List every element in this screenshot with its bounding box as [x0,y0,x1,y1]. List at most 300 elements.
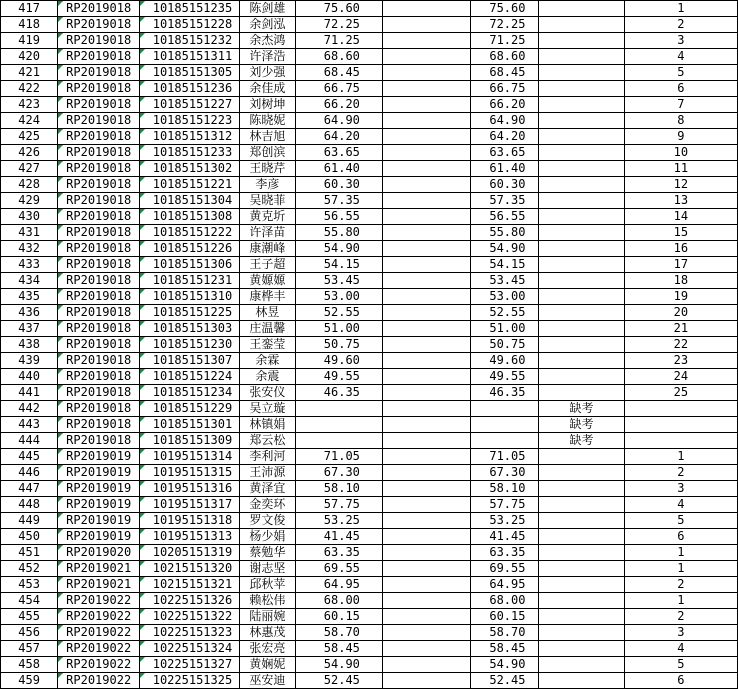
candidate-name-cell[interactable]: 蔡勉华 [239,545,295,561]
empty-cell[interactable] [382,289,470,305]
total-score-cell[interactable]: 64.20 [470,129,539,145]
empty-cell[interactable] [382,657,470,673]
exam-id-cell[interactable]: 10185151308 [140,209,240,225]
remark-cell[interactable] [539,161,625,177]
total-score-cell[interactable]: 60.15 [470,609,539,625]
exam-id-cell[interactable]: 10225151324 [140,641,240,657]
remark-cell[interactable] [539,513,625,529]
total-score-cell[interactable]: 46.35 [470,385,539,401]
position-code-cell[interactable]: RP2019018 [58,273,140,289]
remark-cell[interactable] [539,481,625,497]
remark-cell[interactable]: 缺考 [539,433,625,449]
remark-cell[interactable] [539,657,625,673]
empty-cell[interactable] [382,369,470,385]
rank-cell[interactable]: 22 [624,337,737,353]
exam-id-cell[interactable]: 10195151316 [140,481,240,497]
rank-cell[interactable]: 14 [624,209,737,225]
position-code-cell[interactable]: RP2019018 [58,33,140,49]
row-number-cell[interactable]: 444 [1,433,58,449]
total-score-cell[interactable]: 55.80 [470,225,539,241]
total-score-cell[interactable]: 57.75 [470,497,539,513]
written-score-cell[interactable]: 63.65 [295,145,382,161]
rank-cell[interactable]: 13 [624,193,737,209]
candidate-name-cell[interactable]: 陆丽婉 [239,609,295,625]
position-code-cell[interactable]: RP2019019 [58,449,140,465]
written-score-cell[interactable]: 69.55 [295,561,382,577]
written-score-cell[interactable]: 66.20 [295,97,382,113]
row-number-cell[interactable]: 442 [1,401,58,417]
written-score-cell[interactable]: 54.90 [295,657,382,673]
row-number-cell[interactable]: 429 [1,193,58,209]
exam-id-cell[interactable]: 10185151303 [140,321,240,337]
rank-cell[interactable]: 8 [624,113,737,129]
row-number-cell[interactable]: 432 [1,241,58,257]
remark-cell[interactable] [539,337,625,353]
position-code-cell[interactable]: RP2019021 [58,561,140,577]
empty-cell[interactable] [382,625,470,641]
position-code-cell[interactable]: RP2019019 [58,465,140,481]
row-number-cell[interactable]: 436 [1,305,58,321]
exam-id-cell[interactable]: 10185151301 [140,417,240,433]
empty-cell[interactable] [382,481,470,497]
position-code-cell[interactable]: RP2019018 [58,161,140,177]
rank-cell[interactable]: 2 [624,17,737,33]
candidate-name-cell[interactable]: 王子超 [239,257,295,273]
total-score-cell[interactable]: 66.20 [470,97,539,113]
rank-cell[interactable]: 25 [624,385,737,401]
candidate-name-cell[interactable]: 余杰鸿 [239,33,295,49]
remark-cell[interactable] [539,641,625,657]
total-score-cell[interactable]: 63.65 [470,145,539,161]
remark-cell[interactable]: 缺考 [539,417,625,433]
row-number-cell[interactable]: 445 [1,449,58,465]
exam-id-cell[interactable]: 10185151231 [140,273,240,289]
exam-id-cell[interactable]: 10185151226 [140,241,240,257]
rank-cell[interactable] [624,417,737,433]
exam-id-cell[interactable]: 10185151230 [140,337,240,353]
empty-cell[interactable] [382,161,470,177]
remark-cell[interactable] [539,593,625,609]
remark-cell[interactable]: 缺考 [539,401,625,417]
row-number-cell[interactable]: 450 [1,529,58,545]
total-score-cell[interactable]: 49.60 [470,353,539,369]
row-number-cell[interactable]: 433 [1,257,58,273]
row-number-cell[interactable]: 418 [1,17,58,33]
written-score-cell[interactable] [295,433,382,449]
written-score-cell[interactable]: 55.80 [295,225,382,241]
empty-cell[interactable] [382,113,470,129]
empty-cell[interactable] [382,609,470,625]
position-code-cell[interactable]: RP2019018 [58,129,140,145]
empty-cell[interactable] [382,177,470,193]
row-number-cell[interactable]: 446 [1,465,58,481]
written-score-cell[interactable]: 58.45 [295,641,382,657]
rank-cell[interactable]: 1 [624,593,737,609]
total-score-cell[interactable]: 52.55 [470,305,539,321]
remark-cell[interactable] [539,17,625,33]
row-number-cell[interactable]: 451 [1,545,58,561]
candidate-name-cell[interactable]: 庄温馨 [239,321,295,337]
total-score-cell[interactable]: 57.35 [470,193,539,209]
row-number-cell[interactable]: 441 [1,385,58,401]
total-score-cell[interactable]: 56.55 [470,209,539,225]
candidate-name-cell[interactable]: 许泽浩 [239,49,295,65]
written-score-cell[interactable]: 49.60 [295,353,382,369]
remark-cell[interactable] [539,65,625,81]
position-code-cell[interactable]: RP2019019 [58,529,140,545]
exam-id-cell[interactable]: 10225151322 [140,609,240,625]
remark-cell[interactable] [539,529,625,545]
written-score-cell[interactable]: 71.25 [295,33,382,49]
exam-id-cell[interactable]: 10225151323 [140,625,240,641]
rank-cell[interactable]: 1 [624,561,737,577]
written-score-cell[interactable]: 56.55 [295,209,382,225]
row-number-cell[interactable]: 430 [1,209,58,225]
exam-id-cell[interactable]: 10185151224 [140,369,240,385]
empty-cell[interactable] [382,305,470,321]
total-score-cell[interactable] [470,401,539,417]
empty-cell[interactable] [382,417,470,433]
empty-cell[interactable] [382,641,470,657]
exam-id-cell[interactable]: 10185151232 [140,33,240,49]
exam-id-cell[interactable]: 10225151327 [140,657,240,673]
remark-cell[interactable] [539,465,625,481]
remark-cell[interactable] [539,673,625,689]
remark-cell[interactable] [539,609,625,625]
rank-cell[interactable]: 15 [624,225,737,241]
candidate-name-cell[interactable]: 巫安迪 [239,673,295,689]
exam-id-cell[interactable]: 10185151235 [140,1,240,17]
total-score-cell[interactable]: 53.45 [470,273,539,289]
rank-cell[interactable]: 21 [624,321,737,337]
exam-id-cell[interactable]: 10185151236 [140,81,240,97]
rank-cell[interactable]: 5 [624,513,737,529]
written-score-cell[interactable]: 68.45 [295,65,382,81]
written-score-cell[interactable]: 66.75 [295,81,382,97]
remark-cell[interactable] [539,545,625,561]
written-score-cell[interactable]: 72.25 [295,17,382,33]
row-number-cell[interactable]: 455 [1,609,58,625]
written-score-cell[interactable]: 60.30 [295,177,382,193]
row-number-cell[interactable]: 438 [1,337,58,353]
remark-cell[interactable] [539,241,625,257]
empty-cell[interactable] [382,353,470,369]
remark-cell[interactable] [539,193,625,209]
empty-cell[interactable] [382,561,470,577]
empty-cell[interactable] [382,193,470,209]
exam-id-cell[interactable]: 10185151309 [140,433,240,449]
row-number-cell[interactable]: 454 [1,593,58,609]
rank-cell[interactable]: 2 [624,465,737,481]
position-code-cell[interactable]: RP2019018 [58,49,140,65]
position-code-cell[interactable]: RP2019022 [58,625,140,641]
position-code-cell[interactable]: RP2019019 [58,481,140,497]
written-score-cell[interactable]: 53.45 [295,273,382,289]
empty-cell[interactable] [382,209,470,225]
written-score-cell[interactable]: 57.35 [295,193,382,209]
total-score-cell[interactable]: 72.25 [470,17,539,33]
exam-id-cell[interactable]: 10205151319 [140,545,240,561]
exam-id-cell[interactable]: 10215151321 [140,577,240,593]
total-score-cell[interactable]: 50.75 [470,337,539,353]
empty-cell[interactable] [382,273,470,289]
rank-cell[interactable]: 17 [624,257,737,273]
remark-cell[interactable] [539,81,625,97]
candidate-name-cell[interactable]: 陈晓妮 [239,113,295,129]
position-code-cell[interactable]: RP2019019 [58,497,140,513]
exam-id-cell[interactable]: 10195151314 [140,449,240,465]
exam-id-cell[interactable]: 10185151227 [140,97,240,113]
row-number-cell[interactable]: 439 [1,353,58,369]
position-code-cell[interactable]: RP2019022 [58,673,140,689]
candidate-name-cell[interactable]: 郑云松 [239,433,295,449]
position-code-cell[interactable]: RP2019018 [58,417,140,433]
candidate-name-cell[interactable]: 林昱 [239,305,295,321]
candidate-name-cell[interactable]: 余震 [239,369,295,385]
remark-cell[interactable] [539,113,625,129]
written-score-cell[interactable]: 67.30 [295,465,382,481]
rank-cell[interactable]: 1 [624,449,737,465]
written-score-cell[interactable]: 54.90 [295,241,382,257]
written-score-cell[interactable]: 46.35 [295,385,382,401]
position-code-cell[interactable]: RP2019018 [58,17,140,33]
empty-cell[interactable] [382,241,470,257]
rank-cell[interactable]: 3 [624,481,737,497]
exam-id-cell[interactable]: 10185151306 [140,257,240,273]
row-number-cell[interactable]: 440 [1,369,58,385]
rank-cell[interactable]: 1 [624,1,737,17]
total-score-cell[interactable]: 52.45 [470,673,539,689]
row-number-cell[interactable]: 443 [1,417,58,433]
written-score-cell[interactable]: 64.90 [295,113,382,129]
candidate-name-cell[interactable]: 陈剑雄 [239,1,295,17]
written-score-cell[interactable]: 63.35 [295,545,382,561]
empty-cell[interactable] [382,529,470,545]
remark-cell[interactable] [539,225,625,241]
written-score-cell[interactable] [295,417,382,433]
exam-id-cell[interactable]: 10185151221 [140,177,240,193]
written-score-cell[interactable]: 52.45 [295,673,382,689]
candidate-name-cell[interactable]: 黄嫄嫄 [239,273,295,289]
rank-cell[interactable]: 5 [624,657,737,673]
row-number-cell[interactable]: 426 [1,145,58,161]
exam-id-cell[interactable]: 10225151326 [140,593,240,609]
candidate-name-cell[interactable]: 刘树坤 [239,97,295,113]
rank-cell[interactable] [624,433,737,449]
total-score-cell[interactable]: 75.60 [470,1,539,17]
candidate-name-cell[interactable]: 李彦 [239,177,295,193]
remark-cell[interactable] [539,625,625,641]
total-score-cell[interactable]: 68.00 [470,593,539,609]
remark-cell[interactable] [539,577,625,593]
position-code-cell[interactable]: RP2019018 [58,97,140,113]
rank-cell[interactable]: 23 [624,353,737,369]
exam-id-cell[interactable]: 10225151325 [140,673,240,689]
exam-id-cell[interactable]: 10195151317 [140,497,240,513]
row-number-cell[interactable]: 428 [1,177,58,193]
row-number-cell[interactable]: 449 [1,513,58,529]
position-code-cell[interactable]: RP2019018 [58,433,140,449]
position-code-cell[interactable]: RP2019022 [58,641,140,657]
exam-id-cell[interactable]: 10185151229 [140,401,240,417]
empty-cell[interactable] [382,49,470,65]
written-score-cell[interactable]: 51.00 [295,321,382,337]
row-number-cell[interactable]: 422 [1,81,58,97]
candidate-name-cell[interactable]: 黄娴妮 [239,657,295,673]
rank-cell[interactable]: 6 [624,529,737,545]
empty-cell[interactable] [382,465,470,481]
row-number-cell[interactable]: 427 [1,161,58,177]
written-score-cell[interactable]: 68.60 [295,49,382,65]
exam-id-cell[interactable]: 10185151234 [140,385,240,401]
row-number-cell[interactable]: 421 [1,65,58,81]
remark-cell[interactable] [539,129,625,145]
total-score-cell[interactable] [470,417,539,433]
exam-id-cell[interactable]: 10185151228 [140,17,240,33]
written-score-cell[interactable]: 64.20 [295,129,382,145]
candidate-name-cell[interactable]: 康潮峰 [239,241,295,257]
row-number-cell[interactable]: 457 [1,641,58,657]
total-score-cell[interactable]: 69.55 [470,561,539,577]
total-score-cell[interactable]: 54.15 [470,257,539,273]
position-code-cell[interactable]: RP2019022 [58,593,140,609]
written-score-cell[interactable]: 61.40 [295,161,382,177]
exam-id-cell[interactable]: 10185151307 [140,353,240,369]
remark-cell[interactable] [539,1,625,17]
candidate-name-cell[interactable]: 康桦丰 [239,289,295,305]
position-code-cell[interactable]: RP2019018 [58,257,140,273]
rank-cell[interactable]: 24 [624,369,737,385]
total-score-cell[interactable]: 64.95 [470,577,539,593]
empty-cell[interactable] [382,385,470,401]
empty-cell[interactable] [382,1,470,17]
total-score-cell[interactable]: 63.35 [470,545,539,561]
written-score-cell[interactable]: 54.15 [295,257,382,273]
remark-cell[interactable] [539,273,625,289]
remark-cell[interactable] [539,369,625,385]
total-score-cell[interactable]: 66.75 [470,81,539,97]
position-code-cell[interactable]: RP2019019 [58,513,140,529]
total-score-cell[interactable]: 61.40 [470,161,539,177]
remark-cell[interactable] [539,497,625,513]
candidate-name-cell[interactable]: 王銮莹 [239,337,295,353]
rank-cell[interactable]: 16 [624,241,737,257]
candidate-name-cell[interactable]: 李利河 [239,449,295,465]
written-score-cell[interactable]: 57.75 [295,497,382,513]
position-code-cell[interactable]: RP2019018 [58,1,140,17]
candidate-name-cell[interactable]: 林镇娟 [239,417,295,433]
rank-cell[interactable]: 2 [624,609,737,625]
exam-id-cell[interactable]: 10215151320 [140,561,240,577]
candidate-name-cell[interactable]: 郑创滨 [239,145,295,161]
candidate-name-cell[interactable]: 黄泽宜 [239,481,295,497]
position-code-cell[interactable]: RP2019018 [58,305,140,321]
total-score-cell[interactable]: 58.45 [470,641,539,657]
total-score-cell[interactable]: 71.05 [470,449,539,465]
candidate-name-cell[interactable]: 许泽苗 [239,225,295,241]
exam-id-cell[interactable]: 10195151313 [140,529,240,545]
remark-cell[interactable] [539,561,625,577]
exam-id-cell[interactable]: 10185151312 [140,129,240,145]
position-code-cell[interactable]: RP2019018 [58,289,140,305]
written-score-cell[interactable]: 41.45 [295,529,382,545]
position-code-cell[interactable]: RP2019018 [58,193,140,209]
row-number-cell[interactable]: 425 [1,129,58,145]
empty-cell[interactable] [382,145,470,161]
empty-cell[interactable] [382,449,470,465]
exam-id-cell[interactable]: 10185151225 [140,305,240,321]
empty-cell[interactable] [382,33,470,49]
exam-id-cell[interactable]: 10185151302 [140,161,240,177]
remark-cell[interactable] [539,305,625,321]
empty-cell[interactable] [382,401,470,417]
remark-cell[interactable] [539,209,625,225]
position-code-cell[interactable]: RP2019021 [58,577,140,593]
remark-cell[interactable] [539,449,625,465]
empty-cell[interactable] [382,497,470,513]
empty-cell[interactable] [382,129,470,145]
exam-id-cell[interactable]: 10185151233 [140,145,240,161]
row-number-cell[interactable]: 431 [1,225,58,241]
exam-id-cell[interactable]: 10185151305 [140,65,240,81]
row-number-cell[interactable]: 459 [1,673,58,689]
candidate-name-cell[interactable]: 吴立璇 [239,401,295,417]
rank-cell[interactable]: 4 [624,641,737,657]
written-score-cell[interactable]: 71.05 [295,449,382,465]
candidate-name-cell[interactable]: 余剑泓 [239,17,295,33]
total-score-cell[interactable]: 58.70 [470,625,539,641]
candidate-name-cell[interactable]: 王晓芹 [239,161,295,177]
total-score-cell[interactable]: 54.90 [470,657,539,673]
rank-cell[interactable]: 5 [624,65,737,81]
row-number-cell[interactable]: 420 [1,49,58,65]
row-number-cell[interactable]: 453 [1,577,58,593]
position-code-cell[interactable]: RP2019018 [58,401,140,417]
rank-cell[interactable]: 3 [624,625,737,641]
candidate-name-cell[interactable]: 杨少娟 [239,529,295,545]
row-number-cell[interactable]: 419 [1,33,58,49]
candidate-name-cell[interactable]: 张安仪 [239,385,295,401]
empty-cell[interactable] [382,65,470,81]
empty-cell[interactable] [382,321,470,337]
remark-cell[interactable] [539,177,625,193]
row-number-cell[interactable]: 435 [1,289,58,305]
total-score-cell[interactable]: 60.30 [470,177,539,193]
candidate-name-cell[interactable]: 林吉旭 [239,129,295,145]
row-number-cell[interactable]: 437 [1,321,58,337]
position-code-cell[interactable]: RP2019020 [58,545,140,561]
written-score-cell[interactable]: 68.00 [295,593,382,609]
rank-cell[interactable]: 18 [624,273,737,289]
row-number-cell[interactable]: 423 [1,97,58,113]
remark-cell[interactable] [539,385,625,401]
written-score-cell[interactable]: 58.10 [295,481,382,497]
candidate-name-cell[interactable]: 林惠茂 [239,625,295,641]
position-code-cell[interactable]: RP2019022 [58,657,140,673]
row-number-cell[interactable]: 448 [1,497,58,513]
total-score-cell[interactable]: 64.90 [470,113,539,129]
written-score-cell[interactable]: 60.15 [295,609,382,625]
empty-cell[interactable] [382,545,470,561]
candidate-name-cell[interactable]: 吴晓菲 [239,193,295,209]
position-code-cell[interactable]: RP2019018 [58,385,140,401]
rank-cell[interactable]: 20 [624,305,737,321]
position-code-cell[interactable]: RP2019018 [58,369,140,385]
total-score-cell[interactable]: 53.00 [470,289,539,305]
written-score-cell[interactable]: 49.55 [295,369,382,385]
rank-cell[interactable]: 6 [624,81,737,97]
exam-id-cell[interactable]: 10185151310 [140,289,240,305]
